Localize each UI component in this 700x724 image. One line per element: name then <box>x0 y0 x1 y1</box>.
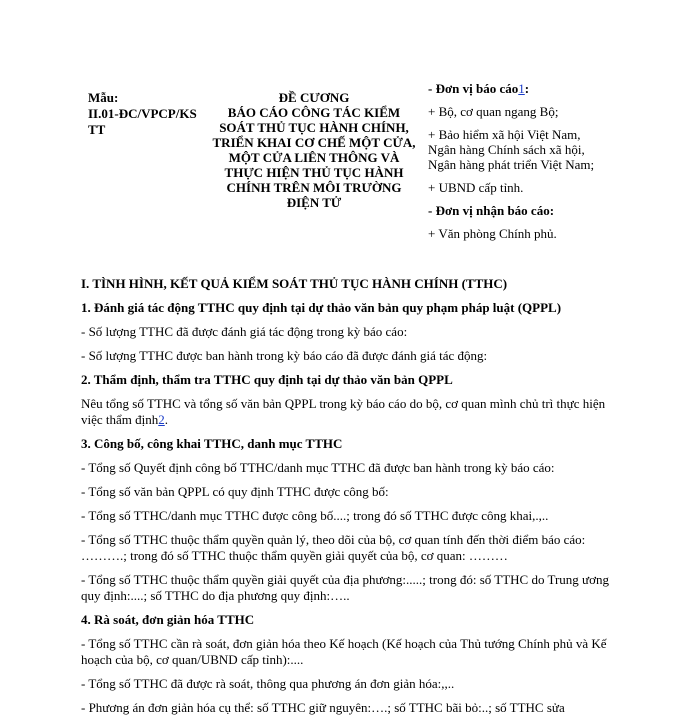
subsection-2-text-body: Nêu tổng số TTHC và tổng số văn bản QPPL trong kỳ báo cáo do bộ, cơ quan mình chủ trì thực hiện việc thẩm định <box>81 396 606 427</box>
reporting-unit-label <box>428 81 628 96</box>
outline-title-block <box>208 90 420 210</box>
outline-line: ĐIỆN TỬ <box>286 195 342 210</box>
outline-line: CHÍNH TRÊN MÔI TRƯỜNG <box>226 180 402 195</box>
form-label: Mẫu: <box>88 90 119 105</box>
units-block <box>428 81 628 241</box>
form-code-line-2: TT <box>88 122 106 137</box>
outline-title: ĐỀ CƯƠNG <box>278 90 350 105</box>
outline-line: MỘT CỬA LIÊN THÔNG VÀ <box>228 150 400 165</box>
subsection-3-heading: 3. Công bố, công khai TTHC, danh mục TTHC <box>81 436 343 451</box>
reporting-unit-item: Ngân hàng phát triển Việt Nam; <box>428 157 595 172</box>
subsection-3-line: - Tổng số văn bản QPPL có quy định TTHC được công bố: <box>81 484 389 499</box>
subsection-4-line: - Tổng số TTHC đã được rà soát, thông qua phương án đơn giản hóa:,,.. <box>81 676 455 691</box>
subsection-3-line: - Tổng số TTHC thuộc thẩm quyền quản lý, theo dõi của bộ, cơ quan tính đến thời điểm báo cáo: ……….; trong đó số TTHC thuộc thẩm quyền giải quyết của bộ, cơ quan: ……… <box>81 532 586 563</box>
subsection-2-heading: 2. Thẩm định, thẩm tra TTHC quy định tại dự thảo văn bản QPPL <box>81 372 453 387</box>
subsection-1-line: - Số lượng TTHC được ban hành trong kỳ báo cáo đã được đánh giá tác động: <box>81 348 488 363</box>
outline-line: SOÁT THỦ TỤC HÀNH CHÍNH, <box>219 120 409 135</box>
subsection-2-text <box>81 396 621 428</box>
subsection-3-line: - Tổng số Quyết định công bố TTHC/danh mục TTHC đã được ban hành trong kỳ báo cáo: <box>81 460 555 475</box>
reporting-unit-suffix: : <box>524 81 530 96</box>
subsection-3-line: - Tổng số TTHC thuộc thẩm quyền giải quyết của địa phương:.....; trong đó: số TTHC do Trung ương quy định:....; số TTHC do địa phương quy định:….. <box>81 572 609 603</box>
subsection-3-line: - Tổng số TTHC/danh mục TTHC được công bố....; trong đó số TTHC được công khai,.,.. <box>81 508 549 523</box>
outline-line: THỰC HIỆN THỦ TỤC HÀNH <box>224 165 404 180</box>
subsection-4-line: - Phương án đơn giản hóa cụ thể: số TTHC giữ nguyên:….; số TTHC bãi bỏ:..; số TTHC sửa <box>81 700 565 715</box>
receiving-unit-label: - Đơn vị nhận báo cáo: <box>428 203 555 218</box>
reporting-unit-item: Ngân hàng Chính sách xã hội, <box>428 142 585 157</box>
document-body <box>81 276 621 724</box>
reporting-unit-item: + Bộ, cơ quan ngang Bộ; <box>428 104 559 119</box>
outline-line: TRIỂN KHAI CƠ CHẾ MỘT CỬA, <box>212 135 416 150</box>
form-code-block <box>88 90 218 138</box>
subsection-1-heading: 1. Đánh giá tác động TTHC quy định tại dự thảo văn bản quy phạm pháp luật (QPPL) <box>81 300 562 315</box>
footnote-link-2[interactable]: 2 <box>158 412 165 427</box>
footnote-link-1[interactable]: 1 <box>518 81 525 96</box>
reporting-unit-item: + Bảo hiểm xã hội Việt Nam, <box>428 127 581 142</box>
outline-line: BÁO CÁO CÔNG TÁC KIỂM <box>227 105 401 120</box>
section-1-heading: I. TÌNH HÌNH, KẾT QUẢ KIỂM SOÁT THỦ TỤC HÀNH CHÍNH (TTHC) <box>81 276 508 291</box>
subsection-1-line: - Số lượng TTHC đã được đánh giá tác động trong kỳ báo cáo: <box>81 324 408 339</box>
subsection-4-line: - Tổng số TTHC cần rà soát, đơn giản hóa theo Kế hoạch (Kế hoạch của Thủ tướng Chính phủ và Kế hoạch của bộ, cơ quan/UBND cấp tỉnh):.... <box>81 636 607 667</box>
receiving-unit-item: + Văn phòng Chính phủ. <box>428 226 557 241</box>
reporting-unit-item: + UBND cấp tỉnh. <box>428 180 524 195</box>
subsection-4-heading: 4. Rà soát, đơn giản hóa TTHC <box>81 612 255 627</box>
subsection-2-suffix: . <box>164 412 169 427</box>
form-code-line-1: II.01-ĐC/VPCP/KS <box>88 106 197 121</box>
reporting-unit-label-text: - Đơn vị báo cáo <box>428 81 519 96</box>
